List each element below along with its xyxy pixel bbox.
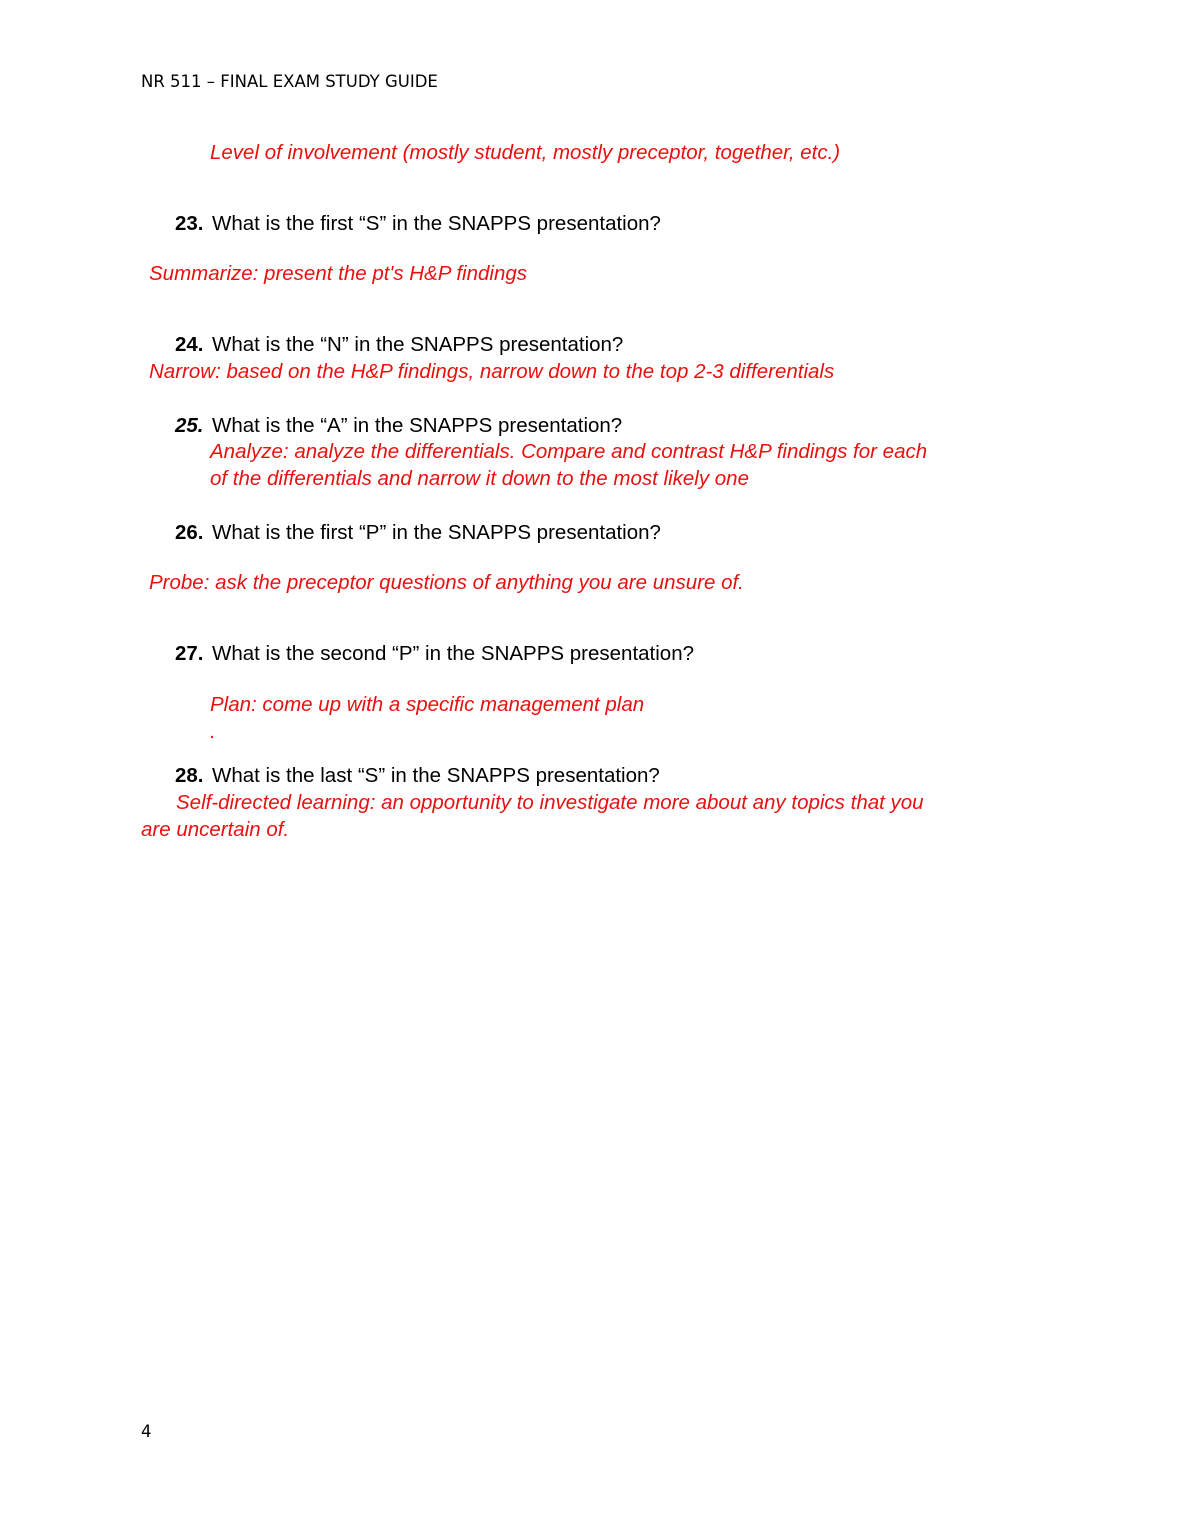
question-number-28: 28. (175, 764, 204, 787)
question-text-25: What is the “A” in the SNAPPS presentation? (212, 414, 623, 437)
answer-27-line-1: Plan: come up with a specific management plan (210, 693, 645, 716)
answer-25-line-2: of the differentials and narrow it down to the most likely one (210, 467, 749, 490)
answer-24: Narrow: based on the H&P findings, narrow down to the top 2-3 differentials (149, 360, 835, 383)
answer-28-line-2: are uncertain of. (141, 818, 290, 841)
answer-27-line-2: . (210, 720, 216, 743)
question-text-23: What is the first “S” in the SNAPPS presentation? (212, 212, 661, 235)
answer-28-line-1: Self-directed learning: an opportunity to investigate more about any topics that you (176, 791, 924, 814)
question-text-27: What is the second “P” in the SNAPPS presentation? (212, 642, 695, 665)
intro-answer: Level of involvement (mostly student, mostly preceptor, together, etc.) (210, 141, 841, 164)
question-text-28: What is the last “S” in the SNAPPS presentation? (212, 764, 660, 787)
page-header-title: NR 511 – FINAL EXAM STUDY GUIDE (141, 72, 438, 91)
question-number-23: 23. (175, 212, 204, 235)
answer-26: Probe: ask the preceptor questions of anything you are unsure of. (149, 571, 744, 594)
question-text-24: What is the “N” in the SNAPPS presentation? (212, 333, 624, 356)
question-number-25: 25. (175, 414, 204, 437)
answer-23: Summarize: present the pt's H&P findings (149, 262, 528, 285)
question-number-24: 24. (175, 333, 204, 356)
page-number: 4 (141, 1422, 152, 1441)
answer-25-line-1: Analyze: analyze the differentials. Compare and contrast H&P findings for each (210, 440, 928, 463)
question-number-27: 27. (175, 642, 204, 665)
question-number-26: 26. (175, 521, 204, 544)
question-text-26: What is the first “P” in the SNAPPS presentation? (212, 521, 661, 544)
